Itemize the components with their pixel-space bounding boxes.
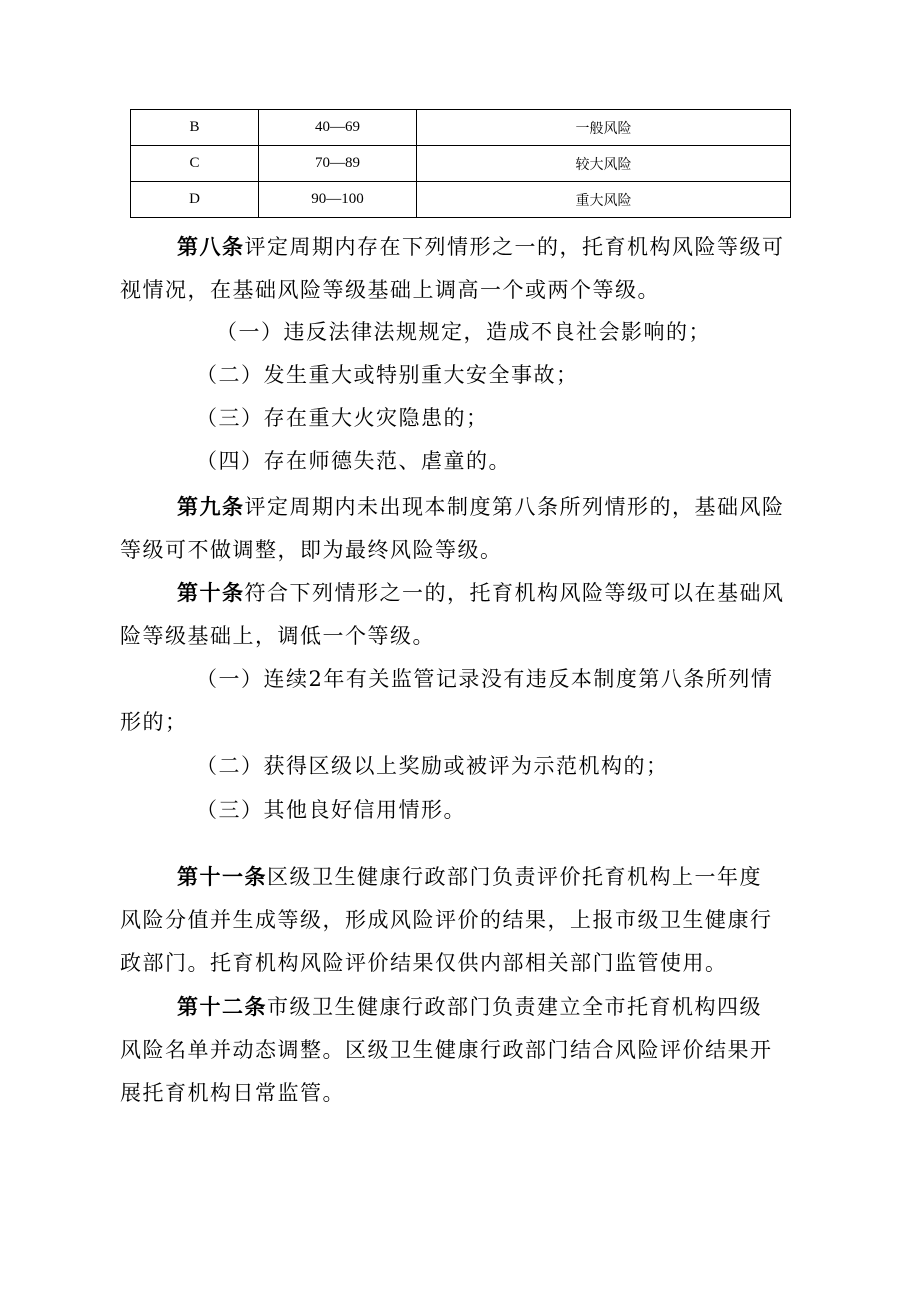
article-10-items-more bbox=[120, 745, 810, 832]
article-11-text-cont-2: 政部门。托育机构风险评价结果仅供内部相关部门监管使用。 bbox=[120, 951, 728, 975]
risk-level-cell: 较大风险 bbox=[417, 146, 791, 182]
article-10-title: 第十条 bbox=[177, 580, 245, 605]
article-10 bbox=[120, 571, 810, 658]
risk-level-cell: 一般风险 bbox=[417, 110, 791, 146]
article-10-item-3: （三）其他良好信用情形。 bbox=[196, 798, 466, 822]
article-12-title: 第十二条 bbox=[177, 994, 267, 1019]
article-9 bbox=[120, 485, 810, 572]
article-10-item-2: （二）获得区级以上奖励或被评为示范机构的； bbox=[196, 754, 669, 778]
article-8-item-2: （二）发生重大或特别重大安全事故； bbox=[196, 363, 579, 387]
article-8-items bbox=[120, 311, 810, 483]
table-row bbox=[131, 110, 791, 146]
score-range-cell: 70—89 bbox=[259, 146, 417, 182]
article-11 bbox=[120, 855, 810, 985]
article-9-text: 评定周期内未出现本制度第八条所列情形的，基础风险 bbox=[244, 495, 785, 519]
table-row bbox=[131, 146, 791, 182]
risk-level-cell: 重大风险 bbox=[417, 182, 791, 218]
article-12-text-cont-1: 风险名单并动态调整。区级卫生健康行政部门结合风险评价结果开 bbox=[120, 1038, 773, 1062]
article-11-text: 区级卫生健康行政部门负责评价托育机构上一年度 bbox=[267, 865, 762, 889]
article-8-item-1: （一）违反法律法规规定，造成不良社会影响的； bbox=[216, 320, 711, 344]
article-8-item-3: （三）存在重大火灾隐患的； bbox=[196, 406, 489, 430]
article-11-title: 第十一条 bbox=[177, 864, 267, 889]
article-8 bbox=[120, 225, 810, 312]
article-8-item-4: （四）存在师德失范、虐童的。 bbox=[196, 449, 511, 473]
article-8-title: 第八条 bbox=[177, 234, 245, 259]
grade-cell: C bbox=[131, 146, 259, 182]
article-10-item-1-cont: 形的； bbox=[120, 710, 188, 734]
article-12-text: 市级卫生健康行政部门负责建立全市托育机构四级 bbox=[267, 995, 762, 1019]
grade-cell: B bbox=[131, 110, 259, 146]
article-8-text-cont: 视情况，在基础风险等级基础上调高一个或两个等级。 bbox=[120, 278, 660, 302]
article-10-text-cont: 险等级基础上，调低一个等级。 bbox=[120, 624, 435, 648]
risk-level-table bbox=[130, 109, 791, 218]
score-range-cell: 40—69 bbox=[259, 110, 417, 146]
article-11-text-cont-1: 风险分值并生成等级，形成风险评价的结果，上报市级卫生健康行 bbox=[120, 908, 773, 932]
score-range-cell: 90—100 bbox=[259, 182, 417, 218]
article-9-text-cont: 等级可不做调整，即为最终风险等级。 bbox=[120, 538, 503, 562]
article-10-text: 符合下列情形之一的，托育机构风险等级可以在基础风 bbox=[244, 581, 785, 605]
article-10-item-1: （一）连续2年有关监管记录没有违反本制度第八条所列情 bbox=[196, 667, 774, 691]
article-12 bbox=[120, 985, 810, 1115]
table-row bbox=[131, 182, 791, 218]
article-9-title: 第九条 bbox=[177, 494, 245, 519]
grade-cell: D bbox=[131, 182, 259, 218]
article-12-text-cont-2: 展托育机构日常监管。 bbox=[120, 1081, 345, 1105]
article-10-items bbox=[120, 658, 810, 744]
article-8-text: 评定周期内存在下列情形之一的，托育机构风险等级可 bbox=[244, 235, 785, 259]
